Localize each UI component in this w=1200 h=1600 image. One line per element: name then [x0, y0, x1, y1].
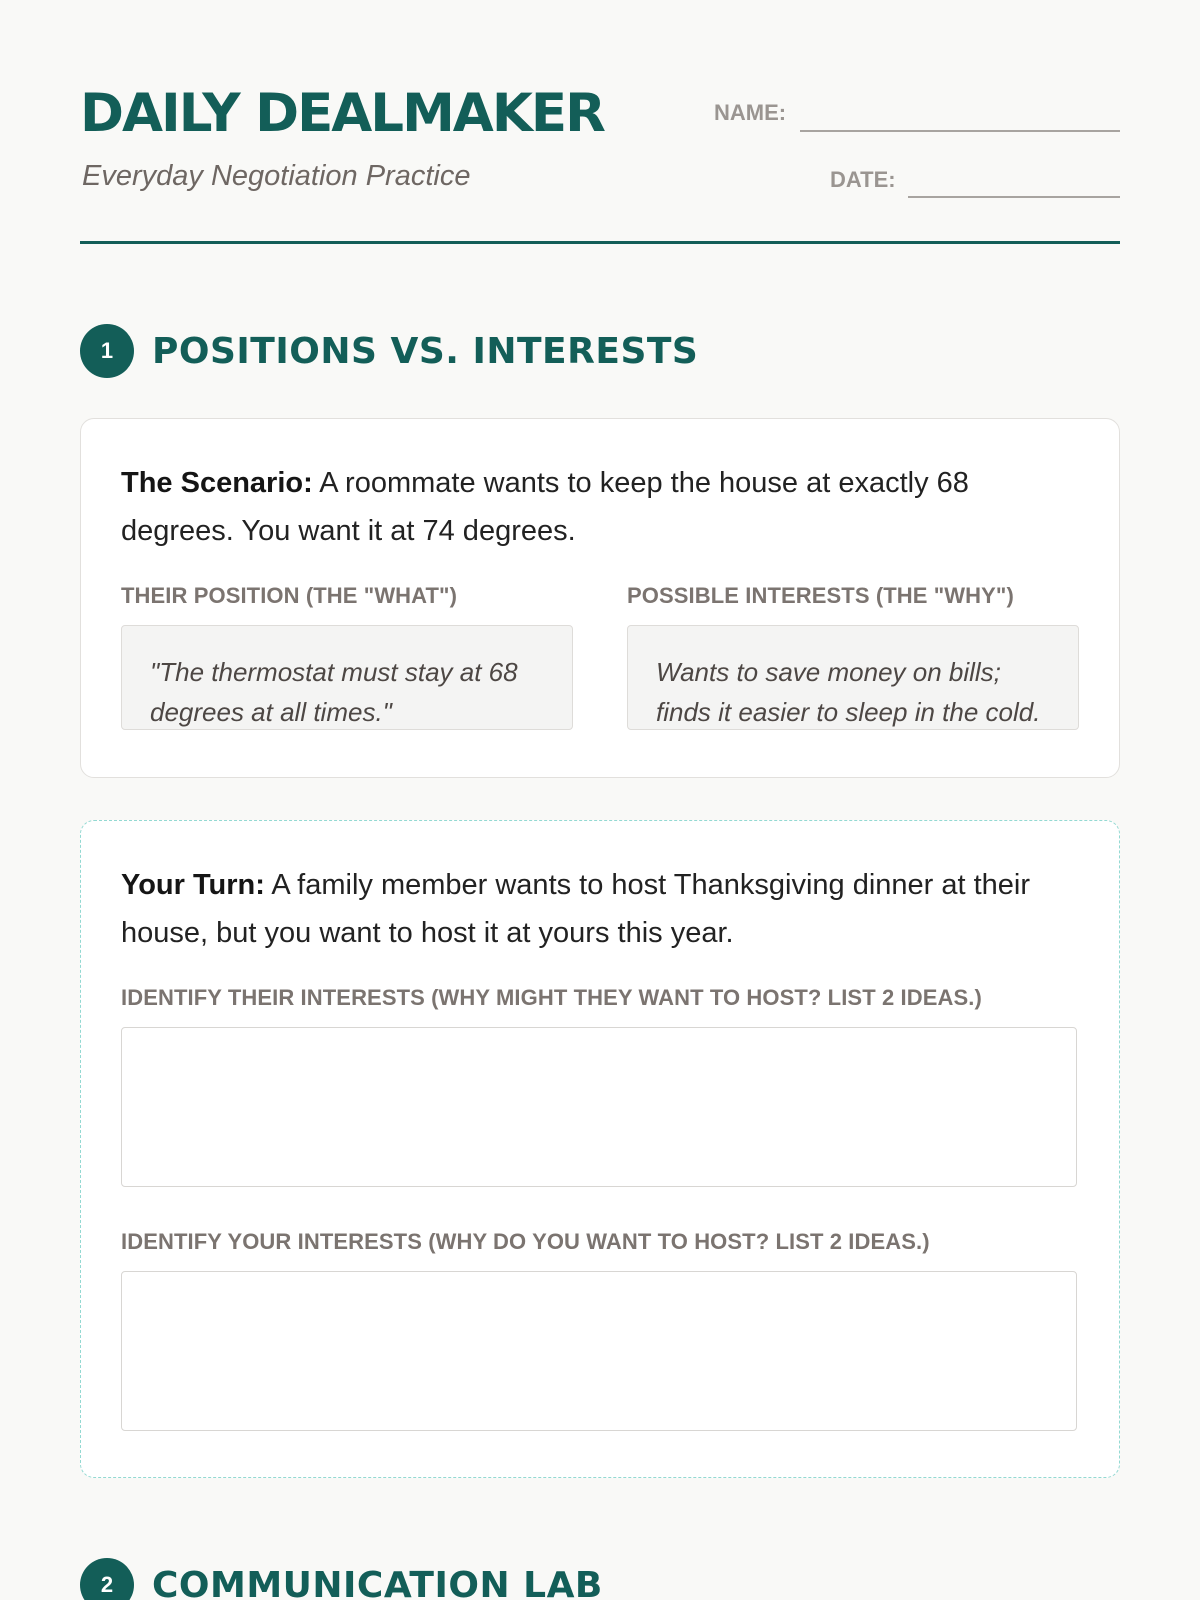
your-turn-lead: Your Turn: — [121, 869, 265, 901]
your-turn-card — [80, 820, 1120, 1478]
worksheet-header — [80, 0, 1120, 244]
section-title: COMMUNICATION LAB — [152, 1564, 603, 1600]
date-field[interactable] — [908, 170, 1120, 198]
example-columns — [121, 583, 1079, 730]
section-2-heading — [80, 1558, 603, 1600]
position-label: THEIR POSITION (THE "WHAT") — [121, 583, 458, 608]
position-example: "The thermostat must stay at 68 degrees at all times." — [121, 625, 573, 730]
scenario-lead: The Scenario: — [121, 467, 313, 499]
section-1-heading — [80, 324, 698, 378]
section-number-badge: 2 — [80, 1558, 134, 1600]
name-field[interactable] — [800, 104, 1120, 132]
date-label: DATE: — [830, 167, 896, 192]
scenario-body: A roommate wants to keep the house at exactly 68 degrees. You want it at 74 degrees. — [121, 467, 969, 547]
scenario-text — [121, 459, 1079, 555]
name-label: NAME: — [714, 100, 787, 125]
interests-column — [627, 583, 1079, 730]
page-subtitle: Everyday Negotiation Practice — [82, 160, 471, 192]
page-title: DAILY DEALMAKER — [80, 83, 604, 144]
their-interests-label: IDENTIFY THEIR INTERESTS (WHY MIGHT THEY WANT TO HOST? LIST 2 IDEAS.) — [121, 985, 982, 1010]
your-turn-body: A family member wants to host Thanksgiving dinner at their house, but you want to host it at yours this year. — [121, 869, 1031, 949]
their-interests-field[interactable] — [121, 1027, 1077, 1187]
your-interests-field[interactable] — [121, 1271, 1077, 1431]
section-title: POSITIONS VS. INTERESTS — [152, 330, 699, 372]
interests-example: Wants to save money on bills; finds it easier to sleep in the cold. — [627, 625, 1079, 730]
position-column — [121, 583, 573, 730]
interests-label: POSSIBLE INTERESTS (THE "WHY") — [627, 583, 1014, 608]
your-turn-text — [121, 861, 1079, 957]
scenario-card — [80, 418, 1120, 778]
section-number-badge: 1 — [80, 324, 134, 378]
your-interests-label: IDENTIFY YOUR INTERESTS (WHY DO YOU WANT TO HOST? LIST 2 IDEAS.) — [121, 1229, 930, 1254]
